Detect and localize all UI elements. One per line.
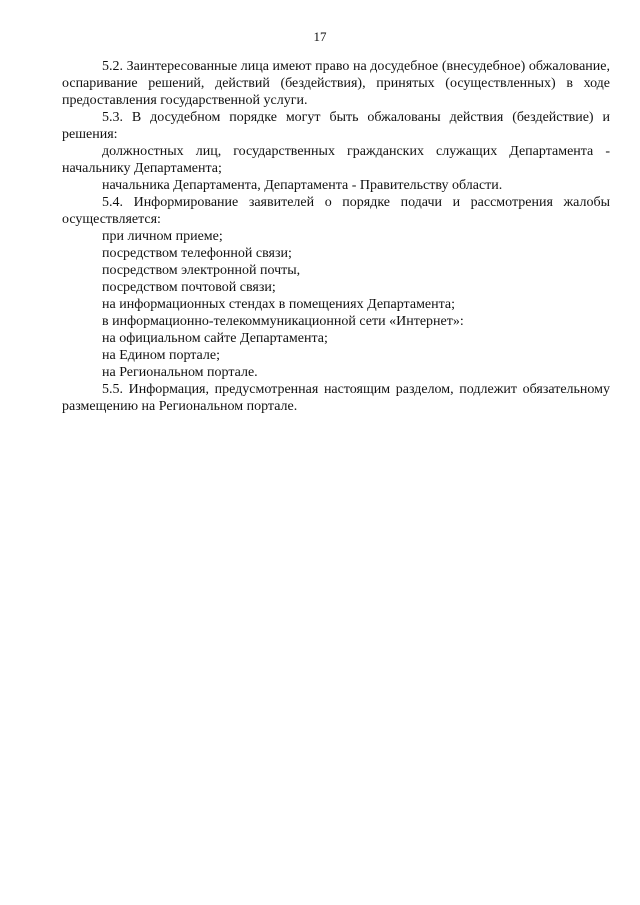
list-item: на информационных стендах в помещениях Департамента; [102, 297, 456, 312]
list-item: на официальном сайте Департамента; [102, 331, 328, 346]
list-item: при личном приеме; [102, 229, 223, 244]
paragraph-5-2: 5.2. Заинтересованные лица имеют право на досудебное (внесудебное) обжалование, оспаривание решений, действий (бездействия), принятых (осуществленных) в ходе предоставления государственной услуги. [62, 59, 610, 108]
list-item: посредством телефонной связи; [102, 246, 292, 261]
paragraph-5-5: 5.5. Информация, предусмотренная настоящим разделом, подлежит обязательному размещению на Региональном портале. [62, 382, 610, 414]
paragraph-5-4: 5.4. Информирование заявителей о порядке подачи и рассмотрения жалобы осуществляется: [62, 195, 610, 227]
document-body [62, 58, 610, 415]
page-number: 17 [313, 29, 327, 44]
list-item: посредством электронной почты, [102, 263, 301, 278]
paragraph-5-3-head: начальника Департамента, Департамента - Правительству области. [102, 178, 503, 193]
list-item: на Региональном портале. [102, 365, 258, 380]
paragraph-5-3-officials: должностных лиц, государственных гражданских служащих Департамента - начальнику Департамента; [62, 144, 610, 176]
list-item: на Едином портале; [102, 348, 220, 363]
list-item: в информационно-телекоммуникационной сети «Интернет»: [102, 314, 464, 329]
paragraph-5-3: 5.3. В досудебном порядке могут быть обжалованы действия (бездействие) и решения: [62, 110, 610, 142]
list-item: посредством почтовой связи; [102, 280, 276, 295]
